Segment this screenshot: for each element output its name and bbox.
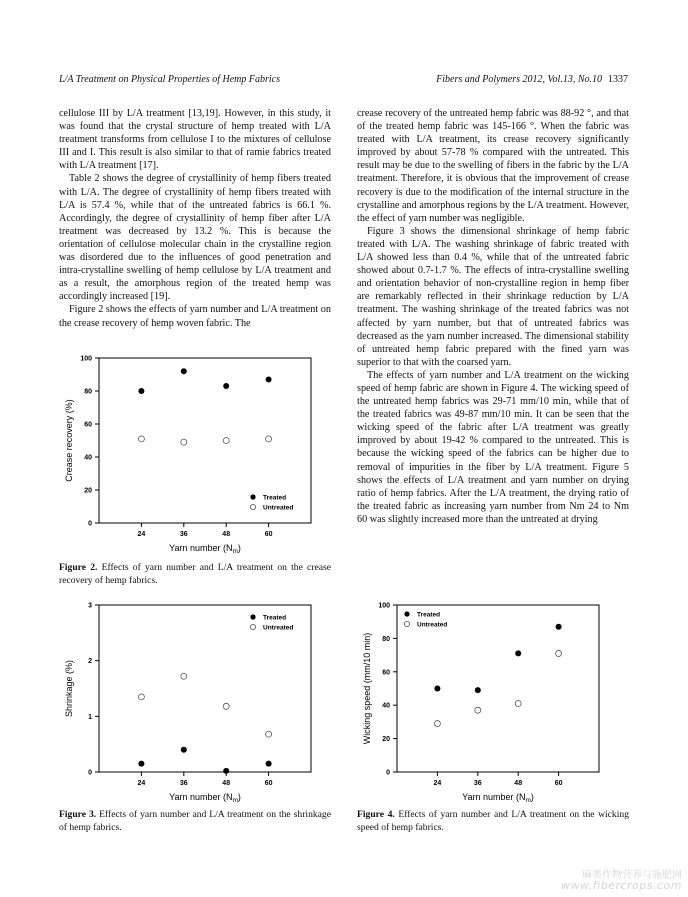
fig3-y-axis-label: Shrinkage (%) bbox=[64, 659, 74, 718]
fig3-y-tick-label: 1 bbox=[88, 713, 92, 721]
figure-3-caption bbox=[59, 809, 331, 834]
fig4-x-tick-label: 36 bbox=[473, 780, 482, 787]
fig4-y-tick-label: 0 bbox=[386, 769, 390, 777]
left-column-paragraph-1: cellulose III by L/A treatment [13,19]. However, in this study, it was found that the crystal structure of hemp treated with L/A treatment transforms from cellulose I to the mixtures of cellulose III and I. This result is also similar to that of ramie fabrics treated with L/A treatment [17]. bbox=[59, 108, 331, 172]
fig2-x-tick-label: 24 bbox=[137, 531, 146, 538]
fig2-y-tick-label: 100 bbox=[80, 355, 92, 363]
fig3-x-axis-label-end: ) bbox=[237, 792, 241, 802]
fig2-y-tick-label: 0 bbox=[88, 520, 92, 528]
journal-name: Fibers and Polymers 2012, Vol.13, No.10 bbox=[436, 74, 602, 85]
fig4-y-tick-label: 40 bbox=[382, 702, 390, 710]
fig3-point-untreated bbox=[223, 703, 229, 709]
fig2-legend-marker-treated bbox=[250, 494, 255, 499]
fig2-x-axis-label bbox=[169, 543, 241, 555]
figure-3-caption-text: Effects of yarn number and L/A treatment on the shrinkage of hemp fabrics. bbox=[59, 809, 331, 833]
fig3-y-tick-label: 2 bbox=[88, 658, 92, 666]
right-column-paragraph-2: Figure 3 shows the dimensional shrinkage of hemp fabric treated with L/A. The washing shrinkage of fabric treated with L/A showed less than 0.4 %, while that of the untreated fabric showed about 0.7-1.7 %. The effects of intra-crystalline swelling and orientation behavior of non-crystalline region in hemp fiber are remarkably reflected in their shrinkage reduction by L/A treatment. The washing shrinkage of the treated fabrics was not affected by yarn number, but that of untreated fabrics was decreased as the yarn number increased. The dimensional stability of untreated hemp fabric prepared with the fined yarn was superior to that with the coarsed yarn. bbox=[357, 225, 629, 368]
figure-2-caption bbox=[59, 562, 331, 587]
fig4-y-tick-label: 20 bbox=[382, 736, 390, 744]
fig3-y-tick-label: 0 bbox=[88, 769, 92, 777]
fig4-point-treated bbox=[475, 687, 481, 693]
figure-4-caption-text: Effects of yarn number and L/A treatment on the wicking speed of hemp fabrics. bbox=[357, 809, 629, 833]
fig2-point-untreated bbox=[266, 436, 272, 442]
fig4-x-axis-label-sub: m bbox=[525, 797, 531, 804]
left-column-paragraph-3: Figure 2 shows the effects of yarn number and L/A treatment on the crease recovery of hemp woven fabric. The bbox=[59, 304, 331, 329]
fig2-x-tick-label: 48 bbox=[222, 531, 231, 538]
fig2-legend-marker-untreated bbox=[250, 504, 255, 509]
fig3-legend-label-treated: Treated bbox=[263, 614, 287, 622]
fig3-legend-marker-treated bbox=[250, 614, 255, 619]
fig4-legend-marker-untreated bbox=[404, 621, 409, 626]
right-column-paragraph-1: crease recovery of the untreated hemp fabric was 88-92 °, and that of the treated hemp fabric was 145-166 °. When the fabric was treated with L/A treatment, its crease recovery significantly improved by about 57-78 % compared with the untreated. This result may be due to the swelling of fibers in the fabric by the L/A treatment. Therefore, it is obvious that the improvement of crease recovery is due to the modification of the internal structure in the crystalline and amorphous regions by the L/A treatment. However, the effect of yarn number was negligible. bbox=[357, 108, 629, 224]
fig2-x-tick-label: 60 bbox=[264, 531, 273, 538]
figure-3-label: Figure 3. bbox=[59, 809, 97, 820]
fig2-y-axis-label: Crease recovery (%) bbox=[64, 399, 74, 482]
fig2-svg bbox=[59, 345, 331, 560]
fig3-legend-marker-untreated bbox=[250, 624, 255, 629]
fig3-x-axis-label bbox=[169, 792, 241, 804]
fig4-y-tick-label: 60 bbox=[382, 669, 390, 677]
fig3-x-axis-label-main: Yarn number (N bbox=[169, 792, 233, 802]
figure-2-chart bbox=[59, 345, 331, 560]
fig4-point-untreated bbox=[475, 707, 481, 713]
fig2-point-treated bbox=[266, 376, 272, 382]
fig3-x-axis-label-sub: m bbox=[232, 797, 238, 804]
right-column-paragraph-3: The effects of yarn number and L/A treatment on the wicking speed of hemp fabric are shown in Figure 4. The wicking speed of the untreated hemp fabrics was 29-71 mm/10 min, while that of the treated fabrics was 49-87 mm/10 min. It can be seen that the wicking speed of the fabric after L/A treatment was greatly improved by about 19-42 % compared to the untreated. This is because the wicking speed of the fabrics can be higher due to removal of impurities in the fiber by L/A treatment. Figure 5 shows the effects of L/A treatment and yarn number on drying ratio of hemp fabrics. After the L/A treatment, the drying ratio of the treated fabric as increasing yarn number from Nm 24 to Nm 60 was slightly increased more than the untreated at drying bbox=[357, 369, 629, 525]
right-column bbox=[357, 107, 629, 526]
fig4-point-untreated bbox=[556, 650, 562, 656]
fig3-x-tick-label: 60 bbox=[264, 780, 273, 787]
fig2-point-treated bbox=[138, 388, 144, 394]
figure-4-caption bbox=[357, 809, 629, 834]
fig3-point-untreated bbox=[181, 673, 187, 679]
fig2-point-untreated bbox=[223, 438, 229, 444]
fig3-svg bbox=[59, 592, 331, 807]
fig4-legend-label-untreated: Untreated bbox=[417, 621, 448, 629]
fig4-plot-frame bbox=[397, 605, 599, 772]
fig3-point-untreated bbox=[138, 694, 144, 700]
watermark-chinese: 麻类作物营养与施肥网 bbox=[582, 870, 682, 881]
fig2-legend-label-untreated: Untreated bbox=[263, 504, 294, 512]
fig3-point-treated bbox=[223, 768, 229, 774]
fig2-y-tick-label: 40 bbox=[84, 454, 92, 462]
fig4-y-tick-label: 80 bbox=[382, 635, 390, 643]
fig2-x-axis-label-sub: m bbox=[232, 548, 238, 555]
watermark-url: www.fibercrops.com bbox=[561, 879, 682, 892]
fig4-point-treated bbox=[434, 686, 440, 692]
fig2-point-untreated bbox=[181, 439, 187, 445]
fig3-y-tick-label: 3 bbox=[88, 602, 92, 610]
fig3-x-tick-label: 36 bbox=[179, 780, 188, 787]
fig2-x-axis-label-end: ) bbox=[237, 543, 241, 553]
fig4-point-treated bbox=[556, 624, 562, 630]
figure-2-caption-text: Effects of yarn number and L/A treatment on the crease recovery of hemp fabrics. bbox=[59, 562, 331, 586]
figure-3-chart bbox=[59, 592, 331, 807]
fig2-y-tick-label: 60 bbox=[84, 421, 92, 429]
figure-4-chart bbox=[357, 592, 629, 807]
fig3-point-treated bbox=[138, 761, 144, 767]
fig4-y-axis-label: Wicking speed (mm/10 min) bbox=[362, 632, 372, 745]
page-number: 1337 bbox=[608, 74, 628, 85]
running-title: L/A Treatment on Physical Properties of Hemp Fabrics bbox=[59, 74, 281, 85]
left-column-paragraph-2: Table 2 shows the degree of crystallinity of hemp fibers treated with L/A. The degree of crystallinity of hemp fibers treated with L/A is 57.4 %, while that of the untreated fabrics is 66.1 %. Accordingly, the degree of crystallinity of hemp fiber after L/A treatment was decreased by 13.2 %. This is because the orientation of cellulose molecular chain in the crystalline region was disordered due to the influences of good penetration and intra-crystalline swelling of hemp cellulose by L/A treatment and as a result, the amorphous region of the treated hemp was accordingly increased [19]. bbox=[59, 173, 331, 303]
fig2-x-tick-label: 36 bbox=[179, 531, 188, 538]
fig3-x-tick-label: 48 bbox=[222, 780, 231, 787]
fig3-x-tick-label: 24 bbox=[137, 780, 146, 787]
fig4-x-axis-label bbox=[462, 792, 534, 804]
fig3-legend-label-untreated: Untreated bbox=[263, 624, 294, 632]
journal-citation bbox=[436, 74, 628, 85]
fig4-point-untreated bbox=[434, 721, 440, 727]
left-column bbox=[59, 107, 331, 330]
fig2-y-tick-label: 20 bbox=[84, 487, 92, 495]
fig3-point-treated bbox=[266, 761, 272, 767]
fig4-legend-marker-treated bbox=[404, 611, 409, 616]
fig3-point-treated bbox=[181, 747, 187, 753]
fig4-svg bbox=[357, 592, 629, 807]
fig4-x-axis-label-end: ) bbox=[530, 792, 534, 802]
fig4-x-axis-label-main: Yarn number (N bbox=[462, 792, 526, 802]
fig4-x-tick-label: 60 bbox=[554, 780, 563, 787]
figure-2-label: Figure 2. bbox=[59, 562, 98, 573]
fig4-y-tick-label: 100 bbox=[378, 602, 390, 610]
fig3-point-untreated bbox=[266, 731, 272, 737]
fig2-legend-label-treated: Treated bbox=[263, 494, 287, 502]
fig4-x-tick-label: 48 bbox=[514, 780, 523, 787]
fig2-point-treated bbox=[223, 383, 229, 389]
figure-4-label: Figure 4. bbox=[357, 809, 395, 820]
fig2-point-untreated bbox=[138, 436, 144, 442]
fig2-point-treated bbox=[181, 368, 187, 374]
fig4-point-untreated bbox=[515, 701, 521, 707]
fig2-y-tick-label: 80 bbox=[84, 388, 92, 396]
fig4-point-treated bbox=[515, 650, 521, 656]
fig4-legend-label-treated: Treated bbox=[417, 611, 441, 619]
fig2-x-axis-label-main: Yarn number (N bbox=[169, 543, 233, 553]
fig4-x-tick-label: 24 bbox=[433, 780, 442, 787]
